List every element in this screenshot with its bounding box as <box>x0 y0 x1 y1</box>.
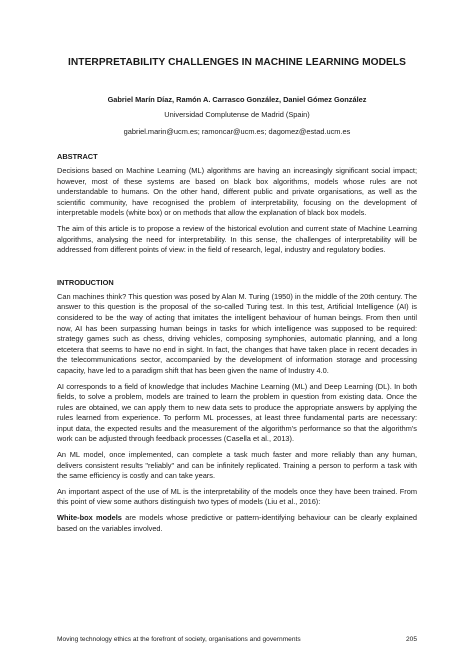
introduction-paragraph: Can machines think? This question was posed by Alan M. Turing (1950) in the middle of the 20th century. The answer to this question is the proposal of the so-called Turing test. In this test, Artificial Intelligence (AI) is considered to be the way of acting that imitates the intelligent behaviour of human beings. From then until now, AI has been surpassing human beings in tasks for which intelligence was supposed to be required: strategy games such as chess, driving vehicles, composing symphonies, automatic planning, and a long etcetera that seems to have no end in sight. In fact, the changes that have taken place in recent decades in the telecommunications sector, accompanied by the development of information storage and processing capacity, have led to a paradigm shift that has been given the name of Industry 4.0. <box>57 291 417 375</box>
paper-title: INTERPRETABILITY CHALLENGES IN MACHINE LEARNING MODELS <box>68 57 406 68</box>
white-box-definition: are models whose predictive or pattern-identifying behaviour can be clearly explained based on the variables involved. <box>57 513 417 533</box>
introduction-paragraph: An important aspect of the use of ML is the interpretability of the models once they have been trained. From this point of view some authors distinguish two types of models (Liu et al., 2016): <box>57 486 417 507</box>
paper-emails: gabriel.marin@ucm.es; ramoncar@ucm.es; dagomez@estad.ucm.es <box>123 127 351 136</box>
introduction-paragraph: An ML model, once implemented, can complete a task much faster and more reliably than any human, delivers consistent results "reliably" and can be infinitely replicated. Training a person to perform a task with the same efficiency is costly and can take years. <box>57 450 417 481</box>
white-box-term: White-box models <box>57 513 122 523</box>
abstract-heading: ABSTRACT <box>57 152 98 161</box>
introduction-paragraph <box>57 513 417 534</box>
abstract-paragraph: Decisions based on Machine Learning (ML) algorithms are having an increasingly significant social impact; however, most of these systems are based on black box algorithms, models whose rules are not understandable to humans. On the other hand, different public and private organisations, as well as the scientific community, have recognised the problem of interpretability, focusing on the development of interpretable models (white box) or on methods that allow the explanation of black box models. <box>57 166 417 218</box>
footer-text: Moving technology ethics at the forefront of society, organisations and governments <box>57 636 301 643</box>
page-number: 205 <box>405 636 417 643</box>
introduction-paragraph: AI corresponds to a field of knowledge that includes Machine Learning (ML) and Deep Learning (DL). In both fields, to solve a problem, models are trained to learn the problem in question from existing data. Once the rules are obtained, we can apply them to new data sets to produce the appropriate answers by applying the rules learned from experience. To perform ML processes, at least three fundamental parts are necessary: input data, the expected results and the measurement of the algorithm's performance so that the algorithm's work can be adjusted through feedback processes (Casella et al., 2013). <box>57 381 417 444</box>
paper-affiliation: Universidad Complutense de Madrid (Spain) <box>164 110 310 119</box>
paper-authors: Gabriel Marín Díaz, Ramón A. Carrasco González, Daniel Gómez González <box>107 95 367 104</box>
introduction-heading: INTRODUCTION <box>57 277 114 287</box>
page-content <box>57 56 417 534</box>
abstract-paragraph: The aim of this article is to propose a review of the historical evolution and current state of Machine Learning algorithms, analysing the need for interpretability. In this sense, the challenges of interpretability will be addressed from different points of view: in the field of research, legal, industry and regulatory bodies. <box>57 223 417 255</box>
